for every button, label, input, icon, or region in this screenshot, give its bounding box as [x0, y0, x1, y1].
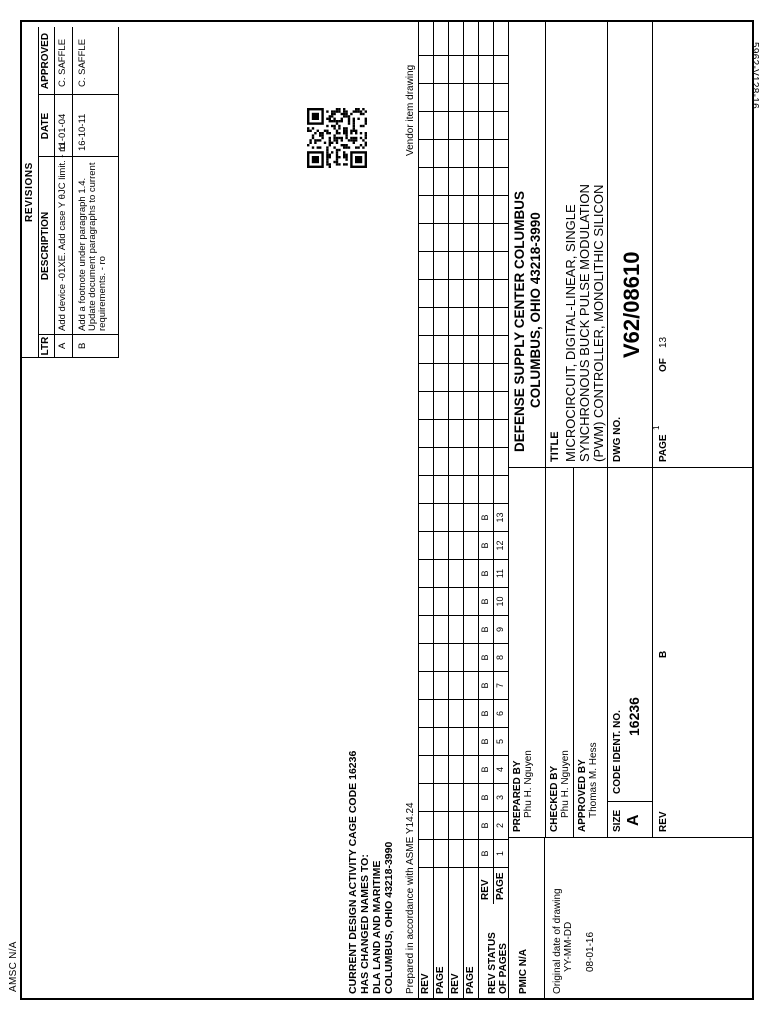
original-date-format: YY-MM-DD [563, 921, 574, 972]
grid-cell [463, 140, 478, 168]
status-rev-cell: B [478, 644, 493, 672]
grid-cell [448, 112, 463, 140]
cage-notice-line: COLUMBUS, OHIO 43218-3990 [383, 841, 395, 994]
grid-cell [418, 252, 433, 280]
grid-cell [433, 84, 448, 112]
grid-cell [463, 308, 478, 336]
cage-notice-line: DLA LAND AND MARITIME [371, 860, 383, 994]
grid-cell [448, 672, 463, 700]
status-rev-cell [478, 420, 493, 448]
status-page-cell [493, 336, 508, 364]
grid-cell [448, 224, 463, 252]
grid-cell [463, 364, 478, 392]
rev-field-label: REV [658, 811, 669, 832]
revisions-title: REVISIONS [22, 27, 39, 357]
status-page-cell [493, 140, 508, 168]
prepared-by-name: Phu H. Nguyen [523, 750, 534, 818]
grid-cell [433, 784, 448, 812]
grid-cell [433, 448, 448, 476]
status-rev-cell [478, 448, 493, 476]
status-rev-cell [478, 196, 493, 224]
grid-cell [463, 420, 478, 448]
status-rev-cell: B [478, 756, 493, 784]
title-line: MICROCIRCUIT, DIGITAL-LINEAR, SINGLE [563, 204, 578, 462]
status-rev-cell [478, 56, 493, 84]
grid-cell [463, 168, 478, 196]
grid-cell [433, 476, 448, 504]
status-rev-cell [478, 224, 493, 252]
qr-code-image [307, 108, 367, 168]
size-label: SIZE [612, 809, 623, 832]
grid-cell [448, 392, 463, 420]
revision-date: 11-01-04 [57, 113, 68, 151]
revision-approver: C. SAFFLE [77, 38, 88, 87]
status-page-label: PAGE [495, 872, 506, 900]
rev-status-label: REV STATUS OF PAGES [487, 932, 509, 994]
grid-cell [448, 448, 463, 476]
grid-cell [463, 728, 478, 756]
grid-cell [463, 196, 478, 224]
status-rev-cell: B [478, 532, 493, 560]
revision-date: 16-10-11 [77, 113, 88, 151]
page-field-label: PAGE [658, 434, 669, 462]
status-rev-cell [478, 336, 493, 364]
grid-cell [463, 700, 478, 728]
agency-line: DEFENSE SUPPLY CENTER COLUMBUS [512, 190, 527, 452]
grid-cell [418, 112, 433, 140]
revision-approver: C. SAFFLE [57, 38, 68, 87]
status-page-cell [493, 308, 508, 336]
grid-cell [463, 560, 478, 588]
grid-cell [448, 252, 463, 280]
grid-cell [463, 756, 478, 784]
status-rev-cell: B [478, 812, 493, 840]
status-page-cell: 12 [493, 532, 508, 560]
grid-cell [463, 840, 478, 868]
status-rev-cell: B [478, 728, 493, 756]
grid-cell [418, 168, 433, 196]
grid-cell [433, 756, 448, 784]
status-page-cell [493, 196, 508, 224]
grid-cell [448, 840, 463, 868]
document-id: 5962-V128-16 [749, 42, 760, 109]
approved-by-name: Thomas M. Hess [588, 742, 599, 818]
grid-cell [433, 308, 448, 336]
grid-cell [433, 616, 448, 644]
status-rev-cell: B [478, 840, 493, 868]
grid-cell [463, 28, 478, 56]
grid-cell [433, 700, 448, 728]
grid-cell [433, 392, 448, 420]
grid-cell [463, 280, 478, 308]
grid-cell [433, 252, 448, 280]
status-rev-cell: B [478, 672, 493, 700]
status-rev-cell [478, 476, 493, 504]
status-page-cell: 11 [493, 560, 508, 588]
status-rev-cell [478, 84, 493, 112]
status-rev-cell [478, 28, 493, 56]
status-page-cell: 7 [493, 672, 508, 700]
status-page-cell: 1 [493, 840, 508, 868]
status-rev-label: REV [480, 879, 491, 900]
status-page-cell: 8 [493, 644, 508, 672]
grid-cell [433, 588, 448, 616]
grid-cell [448, 476, 463, 504]
grid-cell [433, 336, 448, 364]
grid-cell [418, 28, 433, 56]
status-rev-cell: B [478, 588, 493, 616]
grid-cell [448, 532, 463, 560]
status-page-cell: 13 [493, 504, 508, 532]
grid-cell [448, 644, 463, 672]
dwg-no-label: DWG NO. [612, 417, 623, 462]
grid-cell [448, 784, 463, 812]
grid-page-label: PAGE [435, 966, 446, 994]
status-rev-cell [478, 112, 493, 140]
checked-by-label: CHECKED BY [549, 765, 560, 832]
code-ident-value: 16236 [626, 697, 642, 736]
grid-cell [448, 504, 463, 532]
status-page-cell: 2 [493, 812, 508, 840]
grid-cell [463, 336, 478, 364]
grid-cell [448, 196, 463, 224]
size-value: A [625, 814, 642, 826]
grid-cell [463, 56, 478, 84]
grid-cell [433, 840, 448, 868]
title-line: SYNCHRONOUS BUCK PULSE MODULATION [577, 184, 592, 462]
status-page-cell: 3 [493, 784, 508, 812]
status-rev-cell [478, 252, 493, 280]
grid-cell [463, 84, 478, 112]
status-page-cell: 4 [493, 756, 508, 784]
grid-cell [418, 588, 433, 616]
grid-cell [463, 112, 478, 140]
grid-cell [463, 476, 478, 504]
checked-by-name: Phu H. Nguyen [560, 750, 571, 818]
dwg-no-value: V62/08610 [619, 251, 644, 358]
grid-cell [418, 532, 433, 560]
status-rev-cell [478, 364, 493, 392]
grid-cell [463, 616, 478, 644]
grid-cell [433, 560, 448, 588]
grid-cell [418, 840, 433, 868]
grid-cell [463, 672, 478, 700]
original-date-label: Original date of drawing [552, 888, 563, 994]
grid-cell [463, 532, 478, 560]
status-rev-cell: B [478, 616, 493, 644]
status-rev-cell [478, 280, 493, 308]
prepared-note: Prepared in accordance with ASME Y14.24 [405, 802, 416, 994]
grid-cell [448, 336, 463, 364]
revision-description-line: Add a footnote under paragraph 1.4. [77, 177, 88, 331]
status-page-cell [493, 56, 508, 84]
grid-cell [448, 588, 463, 616]
grid-cell [418, 196, 433, 224]
of-label: OF [658, 358, 669, 372]
grid-rev-label: REV [420, 973, 431, 994]
description-header: DESCRIPTION [40, 211, 51, 281]
grid-cell [418, 812, 433, 840]
revision-description-line: requirements. - ro [97, 256, 108, 331]
grid-rev-label: REV [450, 973, 461, 994]
grid-cell [433, 112, 448, 140]
approved-header: APPROVED [40, 32, 51, 90]
grid-cell [448, 84, 463, 112]
grid-cell [418, 364, 433, 392]
grid-cell [448, 812, 463, 840]
grid-cell [433, 28, 448, 56]
status-page-cell [493, 252, 508, 280]
grid-cell [433, 644, 448, 672]
grid-cell [448, 728, 463, 756]
grid-cell [418, 672, 433, 700]
status-page-cell [493, 280, 508, 308]
status-page-cell [493, 28, 508, 56]
original-date-value: 08-01-16 [585, 931, 596, 972]
grid-cell [433, 728, 448, 756]
status-page-cell [493, 392, 508, 420]
prepared-by-label: PREPARED BY [512, 760, 523, 832]
title-line: (PWM) CONTROLLER, MONOLITHIC SILICON [591, 184, 606, 462]
grid-cell [448, 56, 463, 84]
status-rev-cell [478, 308, 493, 336]
grid-cell [448, 308, 463, 336]
grid-cell [433, 504, 448, 532]
status-page-cell [493, 168, 508, 196]
grid-cell [448, 700, 463, 728]
grid-cell [433, 140, 448, 168]
grid-cell [448, 364, 463, 392]
drawing-sheet [20, 20, 754, 1000]
grid-cell [448, 420, 463, 448]
grid-cell [418, 448, 433, 476]
grid-cell [463, 588, 478, 616]
grid-cell [418, 616, 433, 644]
grid-cell [418, 84, 433, 112]
status-page-cell [493, 224, 508, 252]
grid-cell [433, 812, 448, 840]
grid-page-label: PAGE [465, 966, 476, 994]
grid-cell [433, 168, 448, 196]
grid-cell [433, 196, 448, 224]
grid-cell [463, 252, 478, 280]
grid-cell [433, 672, 448, 700]
grid-cell [418, 420, 433, 448]
status-page-cell [493, 476, 508, 504]
revisions-header [38, 27, 55, 357]
status-rev-cell: B [478, 504, 493, 532]
grid-cell [418, 280, 433, 308]
revision-description: Add device -01XE. Add case Y θJC limit. - ro [57, 143, 68, 331]
grid-cell [433, 56, 448, 84]
date-header: DATE [40, 112, 51, 140]
status-rev-cell [478, 140, 493, 168]
status-page-cell [493, 112, 508, 140]
pmic-label: PMIC N/A [518, 949, 529, 994]
grid-cell [418, 336, 433, 364]
status-page-cell [493, 84, 508, 112]
grid-cell [418, 476, 433, 504]
grid-cell [448, 280, 463, 308]
page-total: 13 [658, 336, 669, 348]
drawing-frame [22, 22, 752, 998]
grid-cell [418, 56, 433, 84]
status-rev-cell: B [478, 560, 493, 588]
grid-cell [433, 364, 448, 392]
status-page-cell: 10 [493, 588, 508, 616]
rev-field-value: B [658, 650, 669, 658]
grid-cell [418, 784, 433, 812]
ltr-header: LTR [40, 336, 51, 356]
grid-cell [463, 504, 478, 532]
status-page-cell: 5 [493, 728, 508, 756]
grid-cell [448, 756, 463, 784]
status-page-cell [493, 448, 508, 476]
page-number: 1 [652, 425, 661, 430]
status-page-cell: 9 [493, 616, 508, 644]
grid-cell [418, 700, 433, 728]
cage-notice-line: HAS CHANGED NAMES TO: [359, 854, 371, 994]
grid-cell [418, 140, 433, 168]
grid-cell [448, 616, 463, 644]
grid-cell [418, 504, 433, 532]
grid-cell [463, 812, 478, 840]
revision-description-line: Update document paragraphs to current [87, 162, 98, 331]
grid-cell [448, 140, 463, 168]
revision-letter: B [77, 342, 88, 349]
status-page-cell: 6 [493, 700, 508, 728]
grid-cell [463, 784, 478, 812]
grid-cell [463, 644, 478, 672]
grid-cell [418, 728, 433, 756]
status-rev-cell [478, 392, 493, 420]
status-page-cell [493, 420, 508, 448]
approved-by-label: APPROVED BY [577, 759, 588, 832]
grid-cell [448, 28, 463, 56]
grid-cell [418, 392, 433, 420]
code-ident-label: CODE IDENT. NO. [612, 710, 623, 794]
amsc-note: AMSC N/A [8, 941, 19, 992]
cage-notice-line: CURRENT DESIGN ACTIVITY CAGE CODE 16236 [347, 750, 359, 994]
status-page-cell [493, 364, 508, 392]
grid-cell [433, 532, 448, 560]
grid-cell [418, 560, 433, 588]
grid-cell [448, 168, 463, 196]
grid-cell [418, 308, 433, 336]
status-rev-cell: B [478, 784, 493, 812]
grid-cell [463, 224, 478, 252]
status-rev-cell [478, 168, 493, 196]
grid-cell [463, 448, 478, 476]
grid-cell [418, 756, 433, 784]
status-rev-cell: B [478, 700, 493, 728]
grid-cell [418, 224, 433, 252]
grid-cell [463, 392, 478, 420]
revisions-block [22, 27, 119, 358]
grid-cell [448, 560, 463, 588]
title-label: TITLE [549, 431, 561, 462]
grid-cell [433, 420, 448, 448]
agency-line: COLUMBUS, OHIO 43218-3990 [528, 212, 543, 408]
grid-cell [433, 280, 448, 308]
vendor-note: Vendor item drawing [405, 64, 416, 156]
grid-cell [433, 224, 448, 252]
revision-letter: A [57, 342, 68, 349]
grid-cell [418, 644, 433, 672]
